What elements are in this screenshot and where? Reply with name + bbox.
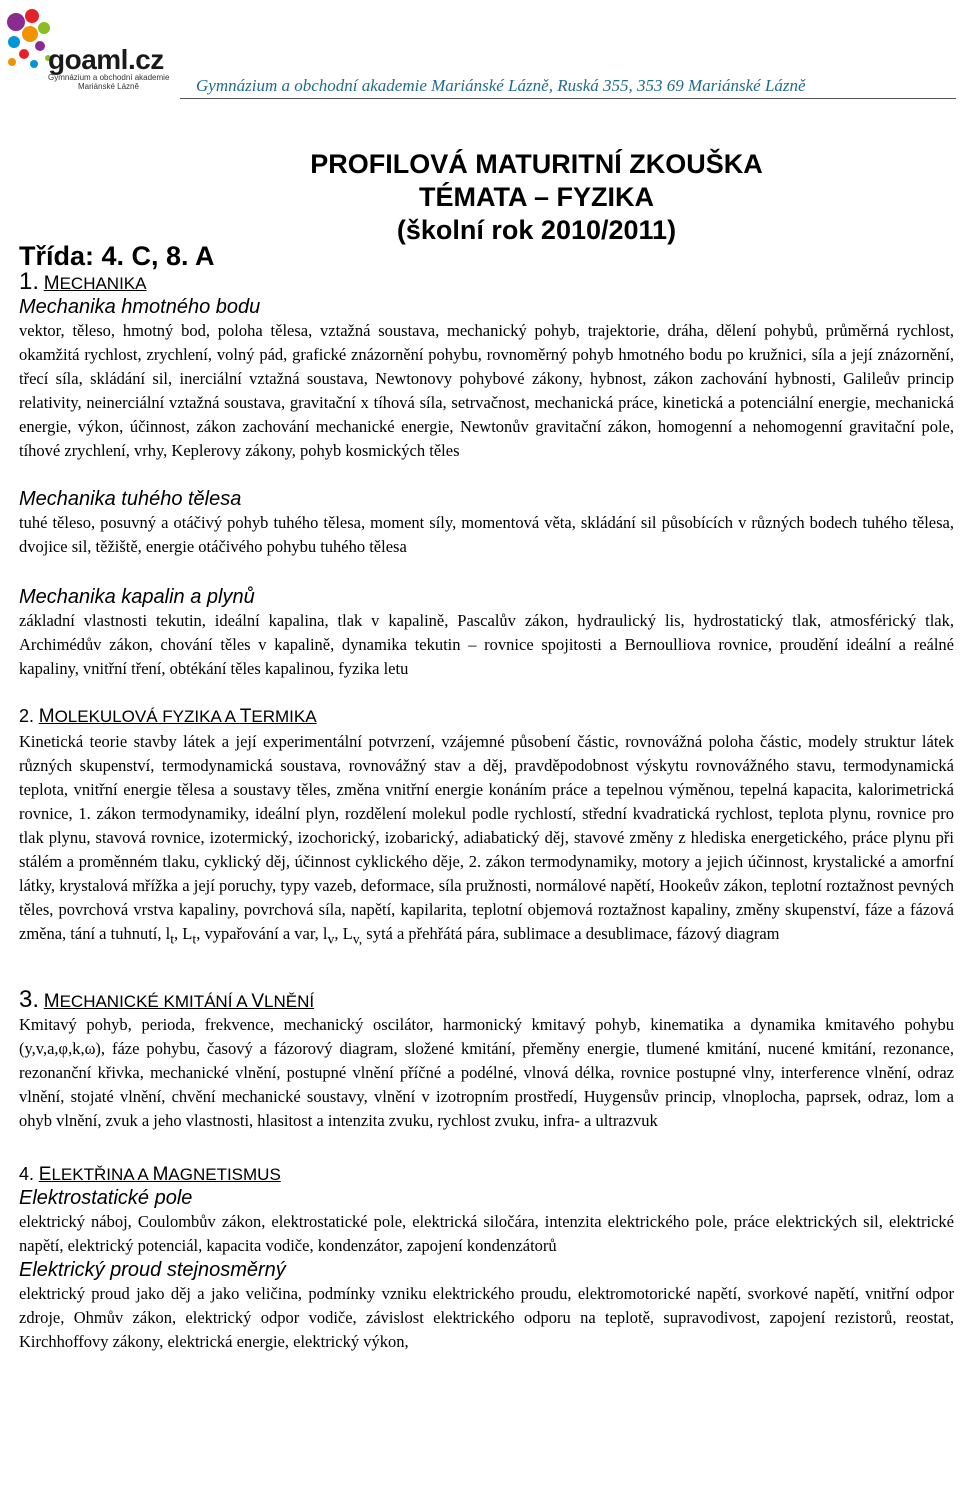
school-address: Gymnázium a obchodní akademie Mariánské Lázně, Ruská 355, 353 69 Mariánské Lázně — [196, 76, 806, 95]
section-1-heading — [19, 268, 954, 295]
topic-paragraph: elektrický proud jako děj a jako veličina, podmínky vzniku elektrického proudu, elektromotorické napětí, svorkové napětí, vnitřní odpor zdroje, Ohmův zákon, elektrický odpor vodiče, závislost elektrického odporu na teplotě, supravodivost, zapojení rezistorů, reostat, Kirchhoffovy zákony, elektrická energie, elektrický výkon, — [19, 1284, 954, 1352]
section-1-number: 1. — [19, 268, 40, 295]
section-4-letter-1: E — [38, 1164, 52, 1186]
section-2-number: 2. — [19, 706, 35, 726]
subsection-heading: Elektrický proud stejnosměrný — [19, 1259, 286, 1282]
section-4-heading — [19, 1163, 954, 1186]
document-body — [19, 148, 954, 1354]
section-4-letter-2: M — [152, 1164, 169, 1186]
class-label: Třída: 4. C, 8. A — [19, 241, 215, 271]
subscript: v, — [352, 931, 363, 947]
text-run: , L — [334, 924, 353, 943]
subsection-heading: Mechanika tuhého tělesa — [19, 488, 242, 510]
title-line-1: PROFILOVÁ MATURITNÍ ZKOUŠKA — [310, 149, 763, 179]
logo-subtitle-2: Mariánské Lázně — [78, 82, 139, 91]
subsection-heading: Elektrostatické pole — [19, 1187, 193, 1210]
text-run: , L — [174, 924, 193, 943]
section-2-heading — [19, 705, 954, 728]
section-3-letter-1: M — [43, 991, 60, 1013]
topic-paragraph: tuhé těleso, posuvný a otáčivý pohyb tuhého tělesa, moment síly, momentová věta, skládání sil působících v různých bodech tuhého tělesa, dvojice sil, těžiště, energie otáčivého pohybu tuhého tělesa — [19, 513, 954, 556]
section-4-title-part-1: LEKTŘINA A — [51, 1165, 148, 1185]
title-line-2: TÉMATA – FYZIKA — [419, 182, 654, 212]
subscript: t — [192, 931, 197, 947]
section-3-title-part-2: LNĚNÍ — [264, 992, 315, 1012]
section-4-title-part-2: AGNETISMUS — [168, 1165, 281, 1185]
header-divider — [180, 98, 956, 99]
subsection-heading: Mechanika kapalin a plynů — [19, 586, 255, 608]
section-2-letter-1: M — [38, 706, 55, 727]
section-1-first-letter: M — [43, 273, 60, 294]
topic-paragraph — [19, 730, 954, 951]
text-run: Kinetická teorie stavby látek a její experimentální potvrzení, vzájemné působení částic, rovnovážná poloha částic, modely struktur látek různých skupenství, termodynamická soustava, rovnovážný stav a děj, pravděpodobnost výskytu rovnovážného stavu, termodynamická teplota, vnitřní energie tělesa a soustavy těles, změna vnitřní energie konáním práce a tepelnou výměnou, tepelná kapacita, kalorimetrická rovnice, 1. zákon termodynamiky, ideální plyn, rozdělení molekul podle rychlostí, střední kvadratická rychlost, teplota plynu, rovnice pro tlak plynu, stavová rovnice, izotermický, izochorický, izobarický, adiabatický děj, stavové změny z hlediska energetického, práce plynu při stálém a proměnném tlaku, cyklický děj, účinnost cyklického děje, 2. zákon termodynamiky, motory a jejich účinnost, krystalické a amorfní látky, krystalová mřížka a její poruchy, typy vazeb, deformace, síla pružnosti, normálové napětí, Hookeův zákon, teplotní roztažnost pevných těles, povrchová vrstva kapaliny, povrchová síla, napětí, kapilarita, teplotní objemová roztažnost kapaliny, změny skupenství, fáze a fázová změna, tání a tuhnutí, l — [19, 732, 954, 943]
section-4-number: 4. — [19, 1164, 35, 1185]
subscript: v — [327, 931, 335, 947]
section-3-number: 3. — [19, 986, 40, 1014]
section-2-title-part-1: OLEKULOVÁ FYZIKA A — [54, 707, 236, 726]
section-2-letter-2: T — [239, 706, 252, 727]
topic-paragraph: Kmitavý pohyb, perioda, frekvence, mechanický oscilátor, harmonický kmitavý pohyb, kinematika a dynamika kmitavého pohybu (y,v,a,φ,k,ω), fáze pohybu, časový a fázorový diagram, složené kmitání, přeměny energie, tlumené kmitání, nucené kmitání, rezonance, rezonanční křivka, mechanické vlnění, postupné vlnění příčné a podélné, vlnová délka, rovnice postupné vlny, interference vlnění, odraz vlnění, stojaté vlnění, chvění mechanické soustavy, vlnění v izotropním prostředí, Huygensův princip, vlnoplocha, paprsek, odraz, lom a ohyb vlnění, zvuk a jeho vlastnosti, hlasitost a intenzita zvuku, rychlost zvuku, infra- a ultrazvuk — [19, 1015, 954, 1131]
text-run: , vypařování a var, l — [196, 924, 328, 943]
logo-subtitle-1: Gymnázium a obchodní akademie — [48, 73, 170, 82]
logo-name: goaml.cz — [48, 44, 164, 75]
title-line-3: (školní rok 2010/2011) — [396, 215, 677, 245]
section-1-title-rest: ECHANIKA — [59, 274, 147, 293]
subsection-heading: Mechanika hmotného bodu — [19, 296, 261, 318]
section-2-title-part-2: ERMIKA — [251, 707, 317, 726]
topic-paragraph: vektor, těleso, hmotný bod, poloha tělesa, vztažná soustava, mechanický pohyb, trajektorie, dráha, dělení pohybů, průměrná rychlost, okamžitá rychlost, zrychlení, volný pád, grafické znázornění pohybu, rovnoměrný pohyb hmotného bodu po kružnici, síla a její znázornění, třecí síla, skládání sil, inerciální vztažná soustava, Newtonovy pohybové zákony, hybnost, zákon zachování hybnosti, Galileův princip relativity, neinerciální vztažná soustava, gravitační x tíhová síla, setrvačnost, mechanická práce, kinetická a potenciální energie, mechanická energie, výkon, účinnost, zákon zachování mechanické energie, Newtonův gravitační zákon, homogenní a nehomogenní gravitační pole, tíhové zrychlení, vrhy, Keplerovy zákony, pohyb kosmických těles — [19, 321, 954, 460]
topic-paragraph: základní vlastnosti tekutin, ideální kapalina, tlak v kapalině, Pascalův zákon, hydraulický lis, hydrostatický tlak, atmosférický tlak, Archimédův zákon, chování těles v kapalině, dynamika tekutin – rovnice spojitosti a Bernoulliova rovnice, proudění ideální a reálné kapaliny, vnitřní tření, obtékání těles kapalinou, fyzika letu — [19, 611, 954, 678]
section-3-heading — [19, 986, 954, 1014]
subscript: t — [170, 931, 175, 947]
page-header — [0, 0, 960, 100]
section-3-letter-2: V — [251, 991, 265, 1013]
page-title — [119, 148, 954, 247]
text-run: sytá a přehřátá pára, sublimace a desublimace, fázový diagram — [362, 924, 780, 943]
topic-paragraph: elektrický náboj, Coulombův zákon, elektrostatické pole, elektrická siločára, intenzita elektrického pole, práce elektrických sil, elektrické napětí, elektrický potenciál, kapacita vodiče, kondenzátor, zapojení kondenzátorů — [19, 1212, 954, 1256]
section-3-title-part-1: ECHANICKÉ KMITÁNÍ A — [59, 992, 247, 1012]
